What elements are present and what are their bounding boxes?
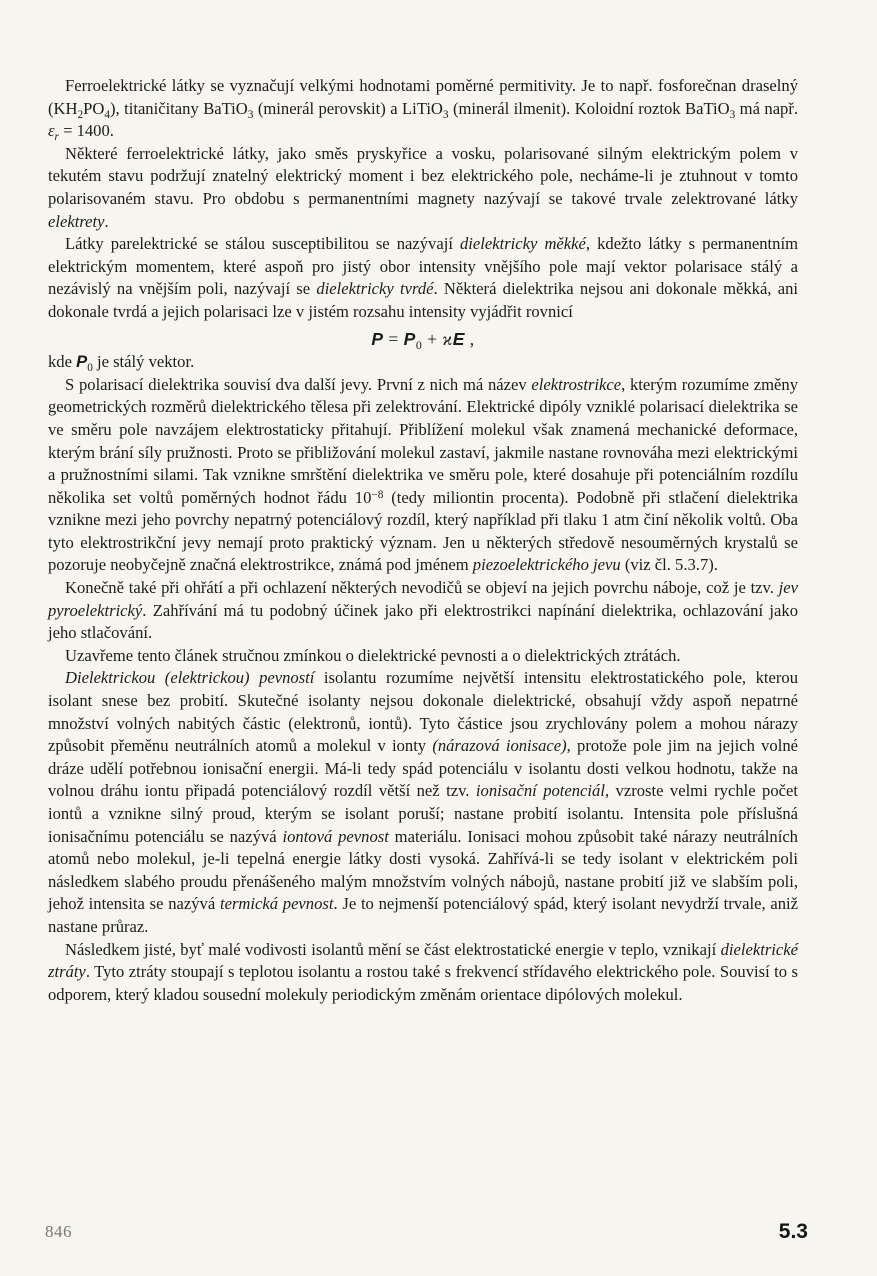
text-run: PO (83, 98, 105, 118)
paragraph-dielectric-strength (48, 667, 798, 938)
text-run: . Některá dielektrika nejsou ani dokonale měkká, ani dokonale tvrdá a jejich polarisaci lze v jistém rozsahu intensity vyjádřit rovnicí (48, 279, 798, 321)
paragraph-electrostriction (48, 374, 798, 577)
body-text (48, 75, 798, 1006)
eq-operator: , (464, 328, 475, 349)
text-run: ), titaničitany BaTiO (110, 98, 248, 118)
term-soft: dielektricky měkké (460, 234, 586, 254)
polarization-equation (48, 328, 798, 351)
subscript: 3 (442, 108, 449, 121)
eq-symbol: E (452, 328, 465, 349)
paragraph-conclusion (48, 645, 798, 668)
text-run: (viz čl. 5.3.7). (620, 555, 718, 575)
term-dielectric-strength: Dielektrickou (elektrickou) pevností (65, 668, 315, 688)
eq-symbol: P (76, 352, 88, 372)
text-run: Ferroelektrické látky se vyznačují velkými hodnotami poměrné permitivity. Je to např. fosforečnan draselný (KH (48, 76, 798, 118)
eq-symbol: ϰ (442, 328, 453, 349)
text-run: materiálu. Ionisaci mohou způsobit také nárazy neutrálních atomů nebo molekul, je-li tepelná energie látky dosti vysoká. Zahřívá-li se tedy isolant v elektrickém poli následkem slabého proudu přenášeného malým množstvím volných nábojů, nastane probití již ve slabším poli, jehož intensita se nazývá (48, 826, 798, 914)
text-run: (minerál perovskit) a LiTiO (253, 98, 443, 118)
subscript: 2 (77, 108, 84, 121)
term-pyroelectric: jev pyroelektrický (48, 578, 798, 620)
eq-symbol: P (403, 328, 416, 349)
eq-operator: = (383, 328, 404, 349)
paragraph-electrets (48, 143, 798, 233)
paragraph-ferroelectrics (48, 75, 798, 143)
superscript: −8 (371, 488, 384, 501)
text-run: Uzavřeme tento článek stručnou zmínkou o dielektrické pevnosti a o dielektrických ztrátách. (65, 645, 681, 665)
text-run: isolantu rozumíme největší intensitu elektrostatického pole, kterou isolant snese bez probití. Skutečné isolanty nejsou dokonale dielektrické, obsahují vždy aspoň nepatrné množství volných nabitých částic (elektronů, iontů). Tyto částice jsou zrychlovány polem a mohou nárazy způsobit přeměnu neutrálních atomů a molekul v ionty (48, 668, 798, 756)
text-run: . Je to nejmenší potenciálový spád, který isolant nevydrží trvale, aniž nastane průraz. (48, 894, 798, 936)
paragraph-pyroelectric (48, 577, 798, 645)
term-ionisation-potential: ionisační potenciál (475, 781, 605, 801)
text-run: . Zahřívání má tu podobný účinek jako při elektrostrikci napínání dielektrika, ochlazování jako jeho stlačování. (48, 600, 798, 643)
text-run: kde (48, 352, 77, 372)
text-run: , kdežto látky s permanentním elektrickým momentem, které aspoň pro jistý obor intensity vnějšího pole mají vektor polarisace stálý a nezávislý na vnějším poli, nazývají se (48, 234, 798, 299)
eq-symbol: P (371, 328, 384, 349)
page-number: 846 (45, 1222, 72, 1241)
eq-operator: + (422, 328, 443, 349)
text-run: , protože pole jim na jejich volné dráze udělí potřebnou ionisační energii. Má-li tedy spád potenciálu v isolantu dosti velkou hodnotu, takže na volnou dráhu iontu připadá potenciálový rozdíl větší než tzv. (48, 736, 798, 801)
text-run: (minerál ilmenit). Koloidní roztok BaTiO (448, 98, 730, 118)
paragraph-dielectric-losses (48, 939, 798, 1007)
text-run: Některé ferroelektrické látky, jako směs pryskyřice a vosku, polarisované silným elektrickým polem v tekutém stavu podržují znatelný elektrický moment i bez elektrického pole, necháme-li je ztuhnout v tomto polarisovaném stavu. Pro obdobu s permanentními magnety nazývají se takové trvale zelektrované látky (48, 143, 798, 208)
subscript: 3 (729, 108, 736, 121)
text-run: , kterým rozumíme změny geometrických rozměrů dielektrického tělesa při zelektrování. Elektrické dipóly vzniklé polarisací dielektrika se ve směru pole navzájem elektrostaticky přitahují. Přiblížení molekul však znamená mechanické deformace, kterým brání síly pružnosti. Proto se přibližování molekul zastaví, jakmile nastane rovnováha mezi elektrickými a pružnostními silami. Tak vznikne smrštění dielektrika ve směru pole, které dosahuje při potenciálním rozdílu několika set voltů poměrných hodnot řádu 10 (48, 374, 798, 507)
subscript: 3 (247, 108, 254, 121)
section-number: 5.3 (778, 1220, 808, 1243)
subscript: 0 (415, 337, 423, 352)
term-electrets: elektrety (48, 211, 105, 231)
text-run: má např. (735, 98, 799, 118)
text-run: = 1400. (58, 121, 114, 141)
subscript: 4 (104, 108, 110, 121)
subscript: 0 (87, 362, 93, 375)
text-run: je stálý vektor. (92, 352, 195, 372)
term-ionic-strength: iontová pevnost (282, 826, 389, 846)
text-run: Látky parelektrické se stálou susceptibilitou se nazývají (65, 234, 460, 254)
term-thermal-strength: termická pevnost (219, 894, 334, 914)
subscript: r (54, 131, 59, 144)
text-run: , vzroste velmi rychle počet iontů a vznikne silný proud, kterým se isolant poruší; nastane probití isolantu. Intensita pole příslušná ionisačnímu potenciálu se nazývá (48, 781, 798, 846)
text-run: S polarisací dielektrika souvisí dva další jevy. První z nich má název (65, 374, 532, 394)
term-dielectric-losses: dielektrické ztráty (48, 939, 798, 982)
text-run: Následkem jisté, byť malé vodivosti isolantů mění se část elektrostatické energie v teplo, vznikají (65, 939, 721, 959)
paragraph-where (48, 351, 798, 374)
text-run: (tedy miliontin procenta). Podobně při stlačení dielektrika vznikne mezi jeho povrchy nepatrný potenciálový rozdíl, který například při tlaku 1 atm činí několik voltů. Oba tyto elektrostrikční jevy nemají proto praktický význam. Jen u některých středově nesouměrných krystalů se pozoruje neobyčejně značná elektrostrikce, známá pod jménem (48, 487, 798, 575)
term-hard: dielektricky tvrdé (316, 279, 434, 299)
text-run: Konečně také při ohřátí a při ochlazení některých nevodičů se objeví na jejich povrchu náboje, což je tzv. (65, 578, 779, 598)
text-run: . Tyto ztráty stoupají s teplotou isolantu a rostou také s frekvencí střídavého elektrického pole. Souvisí to s odporem, který kladou sousední molekuly periodickým změnám orientace dipólových molekul. (48, 962, 798, 1004)
text-run: . (104, 211, 109, 231)
paragraph-soft-hard-dielectrics (48, 233, 798, 323)
term-electrostriction: elektrostrikce (531, 374, 622, 394)
term-piezoelectric: piezoelektrického jevu (472, 555, 621, 575)
term-impact-ionisation: (nárazová ionisace) (432, 736, 567, 756)
epsilon-symbol: ε (48, 121, 55, 141)
